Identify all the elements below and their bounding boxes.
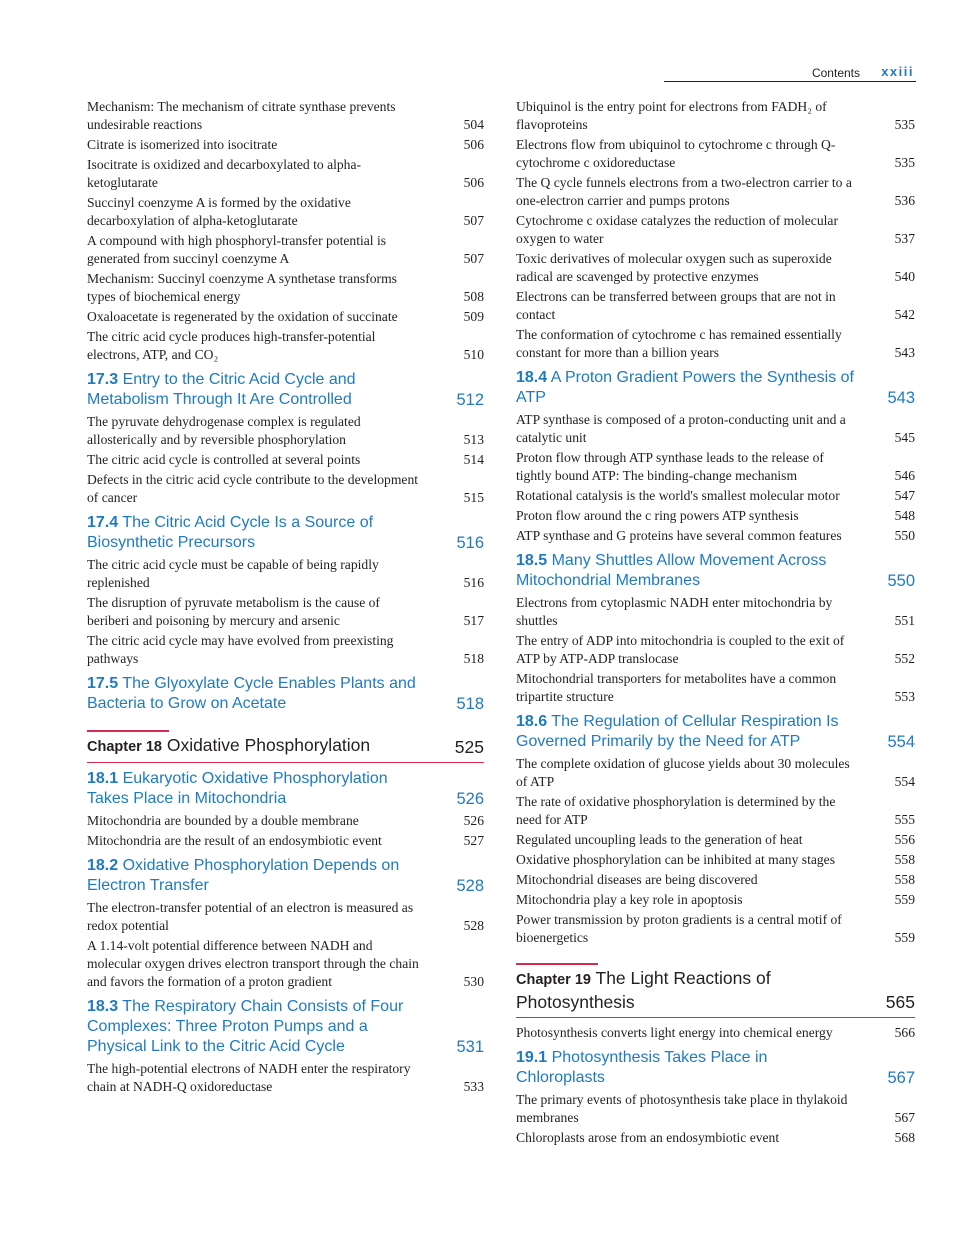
toc-chapter-heading bbox=[87, 734, 484, 763]
entry-page: 548 bbox=[894, 508, 915, 523]
section-number: 18.3 bbox=[87, 998, 119, 1015]
toc-entry bbox=[87, 270, 484, 306]
entry-title: Mitochondria are bounded by a double membrane bbox=[87, 813, 359, 828]
entry-title: Cytochrome c oxidase catalyzes the reduction of molecular oxygen to water bbox=[516, 213, 838, 246]
toc-entry bbox=[87, 832, 484, 850]
toc-entry bbox=[516, 1091, 915, 1127]
entry-page: 515 bbox=[463, 490, 484, 505]
entry-page: 568 bbox=[894, 1130, 915, 1145]
toc-section-heading bbox=[516, 712, 915, 752]
toc-entry bbox=[516, 98, 915, 134]
entry-page: 547 bbox=[894, 488, 915, 503]
entry-title: The citric acid cycle produces high-transfer-potential electrons, ATP, and CO₂ bbox=[87, 329, 376, 362]
toc-entry bbox=[516, 670, 915, 706]
entry-title: Succinyl coenzyme A is formed by the oxidative decarboxylation of alpha-ketoglutarate bbox=[87, 195, 351, 228]
entry-title: Mechanism: The mechanism of citrate synthase prevents undesirable reactions bbox=[87, 99, 396, 132]
section-page: 526 bbox=[456, 790, 484, 808]
entry-page: 527 bbox=[463, 833, 484, 848]
entry-title: Isocitrate is oxidized and decarboxylated to alpha-ketoglutarate bbox=[87, 157, 362, 190]
toc-entry bbox=[516, 632, 915, 668]
section-number: 18.5 bbox=[516, 552, 548, 569]
chapter-page: 565 bbox=[885, 992, 915, 1012]
toc-section-heading bbox=[87, 513, 484, 553]
entry-page: 506 bbox=[463, 175, 484, 190]
section-number: 17.5 bbox=[87, 675, 119, 692]
entry-title: The citric acid cycle is controlled at several points bbox=[87, 452, 361, 467]
contents-label: Contents bbox=[811, 66, 860, 80]
entry-page: 553 bbox=[894, 689, 915, 704]
entry-title: Citrate is isomerized into isocitrate bbox=[87, 137, 278, 152]
section-title-wrap bbox=[87, 513, 444, 553]
chapter-label: Chapter 18 bbox=[87, 739, 162, 755]
toc-entry bbox=[516, 793, 915, 829]
entry-page: 510 bbox=[463, 347, 484, 362]
entry-page: 540 bbox=[894, 269, 915, 284]
entry-page: 551 bbox=[894, 613, 915, 628]
entry-page: 546 bbox=[894, 468, 915, 483]
section-title: Eukaryotic Oxidative Phosphorylation Takes Place in Mitochondria bbox=[87, 770, 388, 807]
toc-chapter-heading bbox=[516, 967, 915, 1018]
toc-left-column bbox=[87, 98, 484, 1098]
toc-section-heading bbox=[87, 370, 484, 410]
section-number: 19.1 bbox=[516, 1049, 548, 1066]
entry-title: ATP synthase and G proteins have several common features bbox=[516, 528, 842, 543]
section-title: Many Shuttles Allow Movement Across Mitochondrial Membranes bbox=[516, 552, 827, 589]
toc-entry bbox=[87, 328, 484, 364]
entry-title: Electrons can be transferred between groups that are not in contact bbox=[516, 289, 836, 322]
entry-page: 517 bbox=[463, 613, 484, 628]
section-title-wrap bbox=[516, 712, 875, 752]
toc-entry bbox=[87, 632, 484, 668]
entry-page: 537 bbox=[894, 231, 915, 246]
toc-section-heading bbox=[87, 769, 484, 809]
toc-entry bbox=[516, 174, 915, 210]
section-number: 18.6 bbox=[516, 713, 548, 730]
entry-page: 567 bbox=[894, 1110, 915, 1125]
toc-section-heading bbox=[87, 997, 484, 1057]
toc-entry bbox=[516, 212, 915, 248]
entry-page: 559 bbox=[894, 930, 915, 945]
entry-title: Electrons flow from ubiquinol to cytochrome c through Q-cytochrome c oxidoreductase bbox=[516, 137, 836, 170]
entry-page: 552 bbox=[894, 651, 915, 666]
entry-page: 530 bbox=[463, 974, 484, 989]
entry-title: Mechanism: Succinyl coenzyme A synthetase transforms types of biochemical energy bbox=[87, 271, 397, 304]
toc-entry bbox=[516, 755, 915, 791]
entry-title: Defects in the citric acid cycle contribute to the development of cancer bbox=[87, 472, 419, 505]
page-number: xxiii bbox=[881, 64, 914, 79]
entry-title: Ubiquinol is the entry point for electrons from FADH₂ of flavoproteins bbox=[516, 99, 827, 132]
entry-page: 507 bbox=[463, 213, 484, 228]
section-title: Oxidative Phosphorylation Depends on Electron Transfer bbox=[87, 857, 400, 894]
entry-title: Oxidative phosphorylation can be inhibited at many stages bbox=[516, 852, 836, 867]
entry-title: Regulated uncoupling leads to the generation of heat bbox=[516, 832, 803, 847]
toc-section-heading bbox=[87, 674, 484, 714]
entry-title: The disruption of pyruvate metabolism is the cause of beriberi and poisoning by mercury and arsenic bbox=[87, 595, 380, 628]
section-page: 531 bbox=[456, 1038, 484, 1056]
section-title: The Citric Acid Cycle Is a Source of Biosynthetic Precursors bbox=[87, 514, 374, 551]
toc-section-heading bbox=[516, 551, 915, 591]
toc-entry bbox=[516, 891, 915, 909]
entry-page: 558 bbox=[894, 852, 915, 867]
chapter-title-wrap bbox=[87, 734, 444, 758]
toc-entry bbox=[87, 899, 484, 935]
entry-title: Mitochondria play a key role in apoptosis bbox=[516, 892, 743, 907]
entry-title: The electron-transfer potential of an electron is measured as redox potential bbox=[87, 900, 414, 933]
entry-title: Photosynthesis converts light energy into chemical energy bbox=[516, 1025, 833, 1040]
entry-title: Electrons from cytoplasmic NADH enter mitochondria by shuttles bbox=[516, 595, 833, 628]
toc-entry bbox=[516, 326, 915, 362]
running-header bbox=[664, 64, 916, 82]
toc-entry bbox=[87, 937, 484, 991]
toc-entry bbox=[516, 1129, 915, 1147]
entry-title: The pyruvate dehydrogenase complex is regulated allosterically and by reversible phosphorylation bbox=[87, 414, 361, 447]
section-number: 18.2 bbox=[87, 857, 119, 874]
entry-page: 555 bbox=[894, 812, 915, 827]
section-title-wrap bbox=[87, 769, 444, 809]
toc-entry bbox=[87, 812, 484, 830]
entry-title: The conformation of cytochrome c has remained essentially constant for more than a billion years bbox=[516, 327, 842, 360]
section-title: The Regulation of Cellular Respiration Is Governed Primarily by the Need for ATP bbox=[516, 713, 839, 750]
section-title-wrap bbox=[87, 856, 444, 896]
toc-entry bbox=[516, 449, 915, 485]
section-title-wrap bbox=[87, 674, 444, 714]
toc-entry bbox=[516, 871, 915, 889]
toc-entry bbox=[87, 136, 484, 154]
toc-entry bbox=[87, 156, 484, 192]
toc-entry bbox=[87, 413, 484, 449]
toc-entry bbox=[516, 507, 915, 525]
entry-page: 509 bbox=[463, 309, 484, 324]
section-number: 17.4 bbox=[87, 514, 119, 531]
toc-entry bbox=[516, 136, 915, 172]
toc-section-heading bbox=[516, 368, 915, 408]
entry-page: 543 bbox=[894, 345, 915, 360]
entry-page: 535 bbox=[894, 155, 915, 170]
entry-page: 513 bbox=[463, 432, 484, 447]
chapter-title: Oxidative Phosphorylation bbox=[166, 735, 371, 755]
entry-title: Power transmission by proton gradients is a central motif of bioenergetics bbox=[516, 912, 842, 945]
toc-entry bbox=[87, 594, 484, 630]
toc-right-column bbox=[516, 98, 915, 1149]
entry-page: 514 bbox=[463, 452, 484, 467]
section-page: 512 bbox=[456, 391, 484, 409]
entry-title: The Q cycle funnels electrons from a two-electron carrier to a one-electron carrier and pumps protons bbox=[516, 175, 852, 208]
chapter-label: Chapter 19 bbox=[516, 972, 591, 988]
chapter-title-wrap bbox=[516, 967, 875, 1013]
section-title-wrap bbox=[516, 368, 875, 408]
toc-entry bbox=[516, 487, 915, 505]
section-number: 18.4 bbox=[516, 369, 548, 386]
entry-title: Mitochondria are the result of an endosymbiotic event bbox=[87, 833, 382, 848]
entry-page: 566 bbox=[894, 1025, 915, 1040]
entry-page: 550 bbox=[894, 528, 915, 543]
entry-page: 556 bbox=[894, 832, 915, 847]
entry-page: 506 bbox=[463, 137, 484, 152]
section-title: Entry to the Citric Acid Cycle and Metabolism Through It Are Controlled bbox=[87, 371, 356, 408]
toc-entry bbox=[516, 288, 915, 324]
entry-page: 559 bbox=[894, 892, 915, 907]
entry-page: 535 bbox=[894, 117, 915, 132]
entry-title: Rotational catalysis is the world's smallest molecular motor bbox=[516, 488, 840, 503]
toc-entry bbox=[516, 911, 915, 947]
toc-section-heading bbox=[516, 1048, 915, 1088]
entry-page: 542 bbox=[894, 307, 915, 322]
entry-page: 554 bbox=[894, 774, 915, 789]
entry-title: The entry of ADP into mitochondria is coupled to the exit of ATP by ATP-ADP translocase bbox=[516, 633, 845, 666]
toc-entry bbox=[516, 527, 915, 545]
entry-title: Proton flow around the c ring powers ATP synthesis bbox=[516, 508, 799, 523]
entry-title: The citric acid cycle may have evolved from preexisting pathways bbox=[87, 633, 394, 666]
entry-title: The high-potential electrons of NADH enter the respiratory chain at NADH-Q oxidoreductase bbox=[87, 1061, 411, 1094]
entry-page: 504 bbox=[463, 117, 484, 132]
toc-entry bbox=[87, 1060, 484, 1096]
entry-title: A 1.14-volt potential difference between NADH and molecular oxygen drives electron transport through the chain and favors the formation of a proton gradient bbox=[87, 938, 419, 989]
entry-page: 528 bbox=[463, 918, 484, 933]
toc-entry bbox=[516, 411, 915, 447]
section-title-wrap bbox=[516, 551, 875, 591]
toc-entry bbox=[516, 851, 915, 869]
section-number: 18.1 bbox=[87, 770, 119, 787]
section-title-wrap bbox=[516, 1048, 875, 1088]
entry-page: 536 bbox=[894, 193, 915, 208]
section-title: The Respiratory Chain Consists of Four Complexes: Three Proton Pumps and a Physical Link to the Citric Acid Cycle bbox=[87, 998, 404, 1055]
section-title: The Glyoxylate Cycle Enables Plants and Bacteria to Grow on Acetate bbox=[87, 675, 416, 712]
entry-title: Proton flow through ATP synthase leads to the release of tightly bound ATP: The binding-change mechanism bbox=[516, 450, 824, 483]
entry-page: 507 bbox=[463, 251, 484, 266]
section-page: 528 bbox=[456, 877, 484, 895]
toc-entry bbox=[516, 831, 915, 849]
toc-entry bbox=[87, 451, 484, 469]
section-title-wrap bbox=[87, 370, 444, 410]
entry-title: Mitochondrial diseases are being discovered bbox=[516, 872, 758, 887]
entry-page: 508 bbox=[463, 289, 484, 304]
section-page: 516 bbox=[456, 534, 484, 552]
section-page: 550 bbox=[887, 572, 915, 590]
toc-entry bbox=[87, 308, 484, 326]
entry-title: The citric acid cycle must be capable of being rapidly replenished bbox=[87, 557, 379, 590]
toc-entry bbox=[87, 194, 484, 230]
entry-title: A compound with high phosphoryl-transfer potential is generated from succinyl coenzyme A bbox=[87, 233, 387, 266]
entry-title: The complete oxidation of glucose yields about 30 molecules of ATP bbox=[516, 756, 850, 789]
entry-page: 516 bbox=[463, 575, 484, 590]
toc-entry bbox=[87, 98, 484, 134]
toc-entry bbox=[516, 1024, 915, 1042]
toc-entry bbox=[516, 250, 915, 286]
entry-title: Toxic derivatives of molecular oxygen such as superoxide radical are scavenged by protective enzymes bbox=[516, 251, 832, 284]
entry-title: ATP synthase is composed of a proton-conducting unit and a catalytic unit bbox=[516, 412, 846, 445]
entry-title: Mitochondrial transporters for metabolites have a common tripartite structure bbox=[516, 671, 837, 704]
section-page: 543 bbox=[887, 389, 915, 407]
entry-page: 558 bbox=[894, 872, 915, 887]
entry-page: 526 bbox=[463, 813, 484, 828]
section-page: 518 bbox=[456, 695, 484, 713]
section-title: A Proton Gradient Powers the Synthesis of ATP bbox=[516, 369, 854, 406]
toc-entry bbox=[87, 232, 484, 268]
section-title: Photosynthesis Takes Place in Chloroplasts bbox=[516, 1049, 768, 1086]
entry-title: The rate of oxidative phosphorylation is determined by the need for ATP bbox=[516, 794, 836, 827]
section-page: 554 bbox=[887, 733, 915, 751]
entry-page: 533 bbox=[463, 1079, 484, 1094]
entry-page: 545 bbox=[894, 430, 915, 445]
toc-entry bbox=[87, 556, 484, 592]
chapter-page: 525 bbox=[454, 737, 484, 757]
section-page: 567 bbox=[887, 1069, 915, 1087]
toc-section-heading bbox=[87, 856, 484, 896]
entry-title: Chloroplasts arose from an endosymbiotic event bbox=[516, 1130, 780, 1145]
chapter-title: The Light Reactions of Photosynthesis bbox=[516, 968, 771, 1012]
entry-title: The primary events of photosynthesis take place in thylakoid membranes bbox=[516, 1092, 848, 1125]
toc-entry bbox=[87, 471, 484, 507]
entry-title: Oxaloacetate is regenerated by the oxidation of succinate bbox=[87, 309, 398, 324]
toc-entry bbox=[516, 594, 915, 630]
entry-page: 518 bbox=[463, 651, 484, 666]
section-title-wrap bbox=[87, 997, 444, 1057]
section-number: 17.3 bbox=[87, 371, 119, 388]
